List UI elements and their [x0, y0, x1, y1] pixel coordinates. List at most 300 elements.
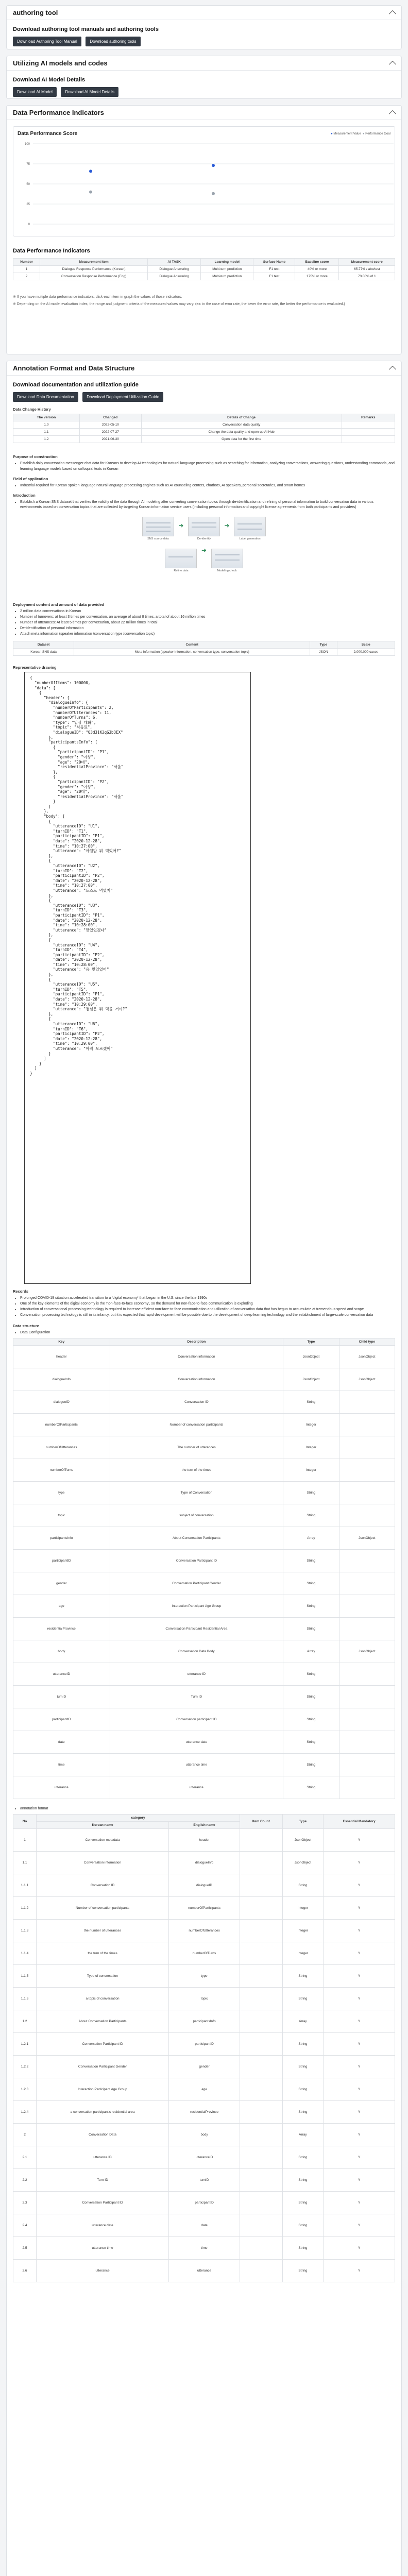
models-title: Utilizing AI models and codes — [13, 59, 108, 67]
table-cell: a conversation participant's residential area — [37, 2100, 169, 2123]
table-cell: Y — [324, 2078, 395, 2100]
annot-row — [13, 1964, 395, 1987]
annot-row — [13, 2146, 395, 2168]
deploy-list — [13, 609, 395, 637]
table-cell: Integer — [283, 1459, 339, 1481]
table-cell: Dialogue Response Performance (Korean) — [40, 266, 147, 273]
history-table — [13, 414, 395, 443]
table-cell: Y — [324, 2236, 395, 2259]
table-cell: String — [282, 1964, 324, 1987]
table-cell: Array — [283, 1640, 339, 1663]
table-cell: JSON — [310, 649, 337, 656]
table-cell: String — [282, 2168, 324, 2191]
legend-goal: Performance Goal — [365, 132, 390, 135]
table-cell: the turn of the times — [37, 1942, 169, 1964]
download-model-details-button[interactable]: Download AI Model Details — [61, 87, 118, 97]
table-cell: Conversation Participant ID — [110, 1549, 283, 1572]
download-guide-button[interactable]: Download Deployment Utilization Guide — [82, 392, 163, 402]
history-row — [13, 429, 395, 436]
table-cell: Conversation ID — [37, 1874, 169, 1896]
config-row — [13, 1753, 395, 1776]
annot-header: No — [13, 1814, 37, 1828]
table-cell: turnID — [13, 1685, 110, 1708]
goal-point[interactable] — [89, 191, 92, 194]
authoring-subtitle: Download authoring tool manuals and authoring tools — [13, 26, 159, 32]
table-cell: Conversation information — [37, 1851, 169, 1874]
table-cell: participantID — [169, 2191, 240, 2214]
deploy-row — [13, 649, 395, 656]
table-header-cell: Baseline score — [295, 259, 339, 266]
chart-legend: ● Measurement Value ● Performance Goal — [331, 132, 390, 135]
config-row — [13, 1663, 395, 1685]
table-cell: Type of Conversation — [110, 1481, 283, 1504]
records-label: Records — [13, 1289, 29, 1294]
perf-row — [13, 273, 395, 280]
collapse-chevron-icon[interactable] — [389, 61, 396, 68]
table-cell: header — [13, 1345, 110, 1368]
table-cell: JsonObject — [283, 1345, 339, 1368]
table-cell — [240, 2055, 282, 2078]
table-cell: participantsInfo — [169, 2010, 240, 2032]
list-item: • Attach meta information (speaker information /conversation type /conversation topic) — [20, 632, 395, 637]
table-cell: Interaction Participant Age Group — [110, 1595, 283, 1617]
authoring-section — [6, 5, 402, 49]
list-item: • 2 million data conversations in Korean — [20, 609, 395, 615]
table-cell: F1 test — [253, 266, 295, 273]
table-cell: numberOfParticipants — [13, 1413, 110, 1436]
table-cell: Y — [324, 2100, 395, 2123]
annot-row — [13, 1896, 395, 1919]
table-cell: Conversation data quality — [141, 421, 342, 429]
table-cell — [339, 1481, 395, 1504]
authoring-title: authoring tool — [13, 9, 58, 16]
table-cell: numberOfParticipants — [169, 1896, 240, 1919]
table-cell — [240, 2032, 282, 2055]
config-row — [13, 1527, 395, 1549]
table-cell: 1.2 — [13, 436, 80, 443]
measurement-point[interactable] — [212, 164, 215, 167]
table-header-cell: Child type — [339, 1338, 395, 1345]
table-cell: String — [283, 1481, 339, 1504]
intro-diagram — [13, 516, 395, 598]
table-cell: 2022-07-27 — [79, 429, 141, 436]
list-item: • Introduction of conversational processing technology is required to increase efficient non-face-to-face communication and utilization of conversation data that has begun to accumulate at tremendous speed and scope — [20, 1307, 395, 1313]
table-cell: JsonObject — [339, 1527, 395, 1549]
table-cell — [240, 2010, 282, 2032]
list-item: • Prolonged COVID-19 situation accelerated transition to a 'digital economy' that began in the U.S. since the late 1990s — [20, 1296, 395, 1301]
table-cell: residentialProvince — [13, 1617, 110, 1640]
table-cell — [240, 1942, 282, 1964]
table-cell: Y — [324, 2191, 395, 2214]
performance-header[interactable] — [7, 106, 401, 120]
table-cell: 1.2.1 — [13, 2032, 37, 2055]
annot-row — [13, 2259, 395, 2282]
table-cell: Array — [282, 2010, 324, 2032]
config-row — [13, 1640, 395, 1663]
diagram-caption: Label generation — [239, 537, 261, 541]
annot-row — [13, 1942, 395, 1964]
table-cell: Turn ID — [37, 2168, 169, 2191]
table-cell: Conversation information — [110, 1345, 283, 1368]
annot-row — [13, 1919, 395, 1942]
config-row — [13, 1436, 395, 1459]
annotation-title: Annotation Format and Data Structure — [13, 364, 135, 372]
table-cell: participantID — [13, 1708, 110, 1731]
annot-header: Type — [282, 1814, 324, 1828]
table-cell: the number of utterances — [37, 1919, 169, 1942]
table-header-cell: Type — [310, 641, 337, 649]
table-cell: Y — [324, 1828, 395, 1851]
collapse-chevron-icon[interactable] — [389, 110, 396, 117]
table-cell: Conversation ID — [110, 1391, 283, 1413]
measurement-point[interactable] — [89, 170, 92, 173]
annot-row — [13, 2191, 395, 2214]
table-cell: Conversation metadata — [37, 1828, 169, 1851]
table-cell: Number of conversation participants — [110, 1413, 283, 1436]
table-cell: String — [282, 1874, 324, 1896]
table-cell: utterance time — [37, 2236, 169, 2259]
table-cell: JsonObject — [339, 1368, 395, 1391]
table-header-cell: Learning model — [201, 259, 253, 266]
y-tick-label: 25 — [26, 203, 30, 206]
config-row — [13, 1595, 395, 1617]
intro-item: • Establish a Korean SNS dataset that verifies the validity of the data through AI modeling after converting conversation topics through de-identification and refining of personal information to build conversation data in various environments based on conversation topics that are collected by targeting Korean information service users (including personal information and copyright license agreements from both participants and providers) — [20, 500, 395, 511]
table-cell: String — [282, 2214, 324, 2236]
table-cell: 2.4 — [13, 2214, 37, 2236]
annot-row — [13, 2100, 395, 2123]
table-cell: Conversation Data Body — [110, 1640, 283, 1663]
annot-header: English name — [169, 1821, 240, 1828]
diagram-caption: SNS source data — [147, 537, 169, 541]
table-cell: String — [283, 1572, 339, 1595]
annot-header: category — [37, 1814, 240, 1821]
download-tools-button[interactable]: Download authoring tools — [86, 37, 140, 46]
diagram-image — [234, 517, 266, 536]
table-cell — [339, 1413, 395, 1436]
table-cell: gender — [169, 2055, 240, 2078]
struct-label: Data structure — [13, 1323, 39, 1328]
table-cell: Number of conversation participants — [37, 1896, 169, 1919]
table-cell — [240, 2259, 282, 2282]
table-cell — [342, 429, 395, 436]
table-cell — [240, 2236, 282, 2259]
table-cell: body — [13, 1640, 110, 1663]
table-cell — [339, 1776, 395, 1799]
table-cell — [240, 1919, 282, 1942]
table-header-cell: AI TASK — [148, 259, 201, 266]
table-cell — [339, 1685, 395, 1708]
table-header-cell: Surface Name — [253, 259, 295, 266]
table-cell: dialogueInfo — [13, 1368, 110, 1391]
table-cell: Change the data quality and open-up AI Hub — [141, 429, 342, 436]
collapse-chevron-icon[interactable] — [389, 10, 396, 18]
table-cell — [339, 1504, 395, 1527]
table-cell — [240, 1828, 282, 1851]
config-table — [13, 1338, 395, 1799]
diagram-image — [165, 549, 197, 568]
table-cell: Conversation Participant ID — [37, 2032, 169, 2055]
annotation-section — [6, 361, 402, 2576]
annot-row — [13, 2078, 395, 2100]
table-cell: String — [283, 1504, 339, 1527]
table-cell: dialogueID — [13, 1391, 110, 1413]
download-doc-button[interactable]: Download Data Documentation — [13, 392, 78, 402]
table-cell: Y — [324, 1896, 395, 1919]
table-cell: 1.1.6 — [13, 1987, 37, 2010]
table-header-cell: Measurement item — [40, 259, 147, 266]
table-cell: participantID — [13, 1549, 110, 1572]
annot-row — [13, 2123, 395, 2146]
table-cell: 40% or more — [295, 266, 339, 273]
intro-label: Introduction — [13, 493, 36, 498]
table-cell: type — [169, 1964, 240, 1987]
field-item: • Industrial-required for Korean spoken language natural language processing engines such as AI counseling centers, chatbots, AI speakers, personal secretaries, and smart homes — [20, 483, 395, 489]
table-cell: String — [282, 1987, 324, 2010]
table-cell: String — [282, 2191, 324, 2214]
table-cell: a topic of conversation — [37, 1987, 169, 2010]
annotation-header[interactable] — [7, 361, 401, 376]
table-cell: 1.2.3 — [13, 2078, 37, 2100]
arrow-right-icon: ➜ — [178, 522, 184, 530]
table-cell: String — [283, 1595, 339, 1617]
table-cell: date — [169, 2214, 240, 2236]
models-header[interactable] — [7, 56, 401, 71]
table-cell: Conversation Participant Gender — [37, 2055, 169, 2078]
table-cell: numberOfTurns — [169, 1942, 240, 1964]
table-cell — [240, 1851, 282, 1874]
table-cell: Open data for the first time — [141, 436, 342, 443]
table-cell: String — [282, 2078, 324, 2100]
table-cell: 2 — [13, 2123, 37, 2146]
table-cell — [339, 1708, 395, 1731]
table-cell: 1.0 — [13, 421, 80, 429]
table-cell: residentialProvince — [169, 2100, 240, 2123]
deploy-table — [13, 641, 395, 656]
config-row — [13, 1572, 395, 1595]
table-cell: utterance — [169, 2259, 240, 2282]
table-cell — [240, 2168, 282, 2191]
table-cell: subject of conversation — [110, 1504, 283, 1527]
table-cell: numberOfUtterances — [13, 1436, 110, 1459]
table-cell: String — [283, 1753, 339, 1776]
annot-row — [13, 2010, 395, 2032]
table-cell — [240, 1874, 282, 1896]
perf-note-1: ※ If you have multiple data performance indicators, click each item in graph the values of those indicators. — [13, 295, 182, 299]
table-header-cell: Content — [74, 641, 310, 649]
config-row — [13, 1549, 395, 1572]
table-cell: Multi-turn prediction — [201, 273, 253, 280]
list-item: • Conversation processing technology is still in its infancy, but it is expected that rapid development will be possible due to the development of deep learning technology and the establishment of large-scale conversation data — [20, 1313, 395, 1318]
table-cell: Y — [324, 2032, 395, 2055]
table-cell: String — [283, 1391, 339, 1413]
diagram-image — [142, 517, 174, 536]
table-cell — [240, 2100, 282, 2123]
table-cell: String — [283, 1731, 339, 1753]
table-cell: Korean SNS data — [13, 649, 74, 656]
table-cell: String — [282, 2100, 324, 2123]
table-cell: the turn of the times — [110, 1459, 283, 1481]
table-cell: 1 — [13, 266, 40, 273]
table-header-cell: Number — [13, 259, 40, 266]
table-cell: Array — [282, 2123, 324, 2146]
annot-row — [13, 1874, 395, 1896]
table-cell: utteranceID — [13, 1663, 110, 1685]
table-cell: topic — [169, 1987, 240, 2010]
table-header-cell: The version — [13, 414, 80, 421]
table-cell — [240, 2078, 282, 2100]
table-cell: Conversation Participant Gender — [110, 1572, 283, 1595]
table-cell: age — [169, 2078, 240, 2100]
table-cell: Type of conversation — [37, 1964, 169, 1987]
table-cell: Integer — [282, 1896, 324, 1919]
perf-table-title: Data Performance Indicators — [13, 248, 90, 254]
diagram-caption: Refine data — [174, 569, 189, 573]
config-row — [13, 1617, 395, 1640]
table-cell: String — [283, 1776, 339, 1799]
table-cell: String — [283, 1708, 339, 1731]
config-row — [13, 1391, 395, 1413]
annot-label: • annotation format — [20, 1806, 395, 1812]
table-cell: 1.1.5 — [13, 1964, 37, 1987]
annot-row — [13, 1828, 395, 1851]
legend-measured: Measurement Value — [333, 132, 361, 135]
config-row — [13, 1731, 395, 1753]
score-title: Data Performance Score — [18, 131, 78, 137]
y-tick-label: 100 — [24, 143, 30, 146]
table-cell: utterance — [110, 1776, 283, 1799]
table-cell — [339, 1753, 395, 1776]
download-model-button[interactable]: Download AI Model — [13, 87, 57, 97]
table-cell: Integer — [283, 1413, 339, 1436]
config-row — [13, 1708, 395, 1731]
config-row — [13, 1368, 395, 1391]
table-cell: String — [283, 1663, 339, 1685]
table-cell — [339, 1595, 395, 1617]
table-header-cell: Key — [13, 1338, 110, 1345]
purpose-label: Purpose of construction — [13, 454, 58, 459]
authoring-header[interactable] — [7, 6, 401, 20]
deploy-label: Deployment content and amount of data provided — [13, 602, 105, 607]
table-cell: dialogueID — [169, 1874, 240, 1896]
table-header-cell: Remarks — [342, 414, 395, 421]
table-cell: 1.1.2 — [13, 1896, 37, 1919]
table-cell: 2022-05-10 — [79, 421, 141, 429]
table-cell: String — [282, 2055, 324, 2078]
table-cell: 2.6 — [13, 2259, 37, 2282]
table-cell — [342, 421, 395, 429]
table-header-cell: Changed — [79, 414, 141, 421]
history-label: Data Change History — [13, 407, 51, 412]
table-cell: header — [169, 1828, 240, 1851]
table-cell: About Conversation Participants — [37, 2010, 169, 2032]
annot-table — [13, 1814, 395, 2282]
table-cell: 1.1 — [13, 1851, 37, 1874]
table-cell: utterance date — [37, 2214, 169, 2236]
table-cell: String — [283, 1685, 339, 1708]
annot-row — [13, 1851, 395, 1874]
history-row — [13, 436, 395, 443]
table-cell: JsonObject — [282, 1851, 324, 1874]
annot-header: Item Count — [240, 1814, 282, 1828]
annotation-subtitle: Download documentation and utilization guide — [13, 382, 139, 388]
table-cell — [240, 1896, 282, 1919]
table-cell: Conversation Response Performance (Eng) — [40, 273, 147, 280]
table-cell: Conversation information — [110, 1368, 283, 1391]
table-cell — [342, 436, 395, 443]
config-row — [13, 1504, 395, 1527]
config-label: • Data Configuration — [20, 1330, 395, 1336]
table-cell: Y — [324, 1874, 395, 1896]
table-cell: utterance date — [110, 1731, 283, 1753]
config-row — [13, 1481, 395, 1504]
table-cell — [339, 1572, 395, 1595]
table-cell: body — [169, 2123, 240, 2146]
table-cell: Y — [324, 2259, 395, 2282]
perf-table — [13, 258, 395, 280]
y-tick-label: 75 — [26, 163, 30, 166]
table-cell — [240, 1964, 282, 1987]
collapse-chevron-icon[interactable] — [389, 366, 396, 373]
table-cell: participantsInfo — [13, 1527, 110, 1549]
rep-label: Representative drawing — [13, 665, 57, 670]
list-item: • De-identification of personal information — [20, 626, 395, 632]
table-cell: 2.1 — [13, 2146, 37, 2168]
table-cell: Y — [324, 1851, 395, 1874]
table-cell: Conversation Participant ID — [37, 2191, 169, 2214]
download-manual-button[interactable]: Download Authoring Tool Manual — [13, 37, 81, 46]
diagram-caption: De-identify — [197, 537, 211, 541]
table-cell: utterance time — [110, 1753, 283, 1776]
table-cell: String — [282, 2259, 324, 2282]
models-subtitle: Download AI Model Details — [13, 77, 86, 83]
table-cell: 1.1.4 — [13, 1942, 37, 1964]
annot-header: Essential Mandatory — [324, 1814, 395, 1828]
table-cell: JsonObject — [282, 1828, 324, 1851]
annot-header: Korean name — [37, 1821, 169, 1828]
table-cell: F1 test — [253, 273, 295, 280]
table-header-cell: Scale — [337, 641, 395, 649]
table-cell: time — [13, 1753, 110, 1776]
table-cell: Y — [324, 2214, 395, 2236]
purpose-item: • Establish daily conversation messenger chat data for Koreans to develop AI technologies for natural language processing such as searching for information, analyzing conversations, answering questions, understanding commands, and learning language models based on colloquial texts in Korean — [20, 461, 395, 472]
table-cell: 2.2 — [13, 2168, 37, 2191]
config-row — [13, 1413, 395, 1436]
goal-point[interactable] — [212, 192, 215, 195]
table-header-cell: Details of Change — [141, 414, 342, 421]
config-row — [13, 1345, 395, 1368]
table-cell: Integer — [283, 1436, 339, 1459]
table-cell: Integer — [282, 1942, 324, 1964]
table-cell: 2021-06-30 — [79, 436, 141, 443]
json-sample: { "numberOfItems": 100000, "data": [ { "header": { "dialogueInfo": { "numberOfParticipants": 2, "numberOfUtterances": 11, "numberOfTurns": 6, "type": "일상 대화", "topic": "식음료", "dialogueID": "Q3d31K2qG3b3EX" }, "participantsInfo": [ { "participantID": "P1", "gender": "여성", "age": "20대", "residentialProvince": "서울" }, { "participantID": "P2", "gender": "여성", "age": "20대", "residentialProvince": "서울" } ] }, "body": [ { "utteranceID": "U1", "turnID": "T1", "participantID": "P1", "date": "2020-12-28", "time": "10:27:00", "utterance": "아침밥 뭐 먹었어?" }, { "utteranceID": "U2", "turnID": "T2", "participantID": "P2", "date": "2020-12-28", "time": "10:27:00", "utterance": "토스트 먹었지" }, { "utteranceID": "U3", "turnID": "T3", "participantID": "P1", "date": "2020-12-28", "time": "10:28:00", "utterance": "맛있었겠다" }, { "utteranceID": "U4", "turnID": "T4", "participantID": "P2", "date": "2020-12-28", "time": "10:28:00", "utterance": "응 맛있었어" }, { "utteranceID": "U5", "turnID": "T5", "participantID": "P1", "date": "2020-12-28", "time": "10:29:00", "utterance": "점심은 뭐 먹을 거야?" }, { "utteranceID": "U6", "turnID": "T6", "participantID": "P2", "date": "2020-12-28", "time": "10:29:00", "utterance": "아직 모르겠어" } ] } ] } — [24, 672, 251, 1284]
table-cell: JsonObject — [339, 1640, 395, 1663]
table-cell: About Conversation Participants — [110, 1527, 283, 1549]
table-cell: 175% or more — [295, 273, 339, 280]
config-row — [13, 1459, 395, 1481]
table-cell: Y — [324, 2055, 395, 2078]
table-cell: 2 — [13, 273, 40, 280]
table-cell: Conversation participant ID — [110, 1708, 283, 1731]
annot-row — [13, 2236, 395, 2259]
table-cell: Conversation Participant Residential Area — [110, 1617, 283, 1640]
table-cell — [339, 1617, 395, 1640]
table-cell: Y — [324, 1919, 395, 1942]
diagram-image — [211, 549, 243, 568]
table-cell: Multi-turn prediction — [201, 266, 253, 273]
table-cell: numberOfTurns — [13, 1459, 110, 1481]
table-cell — [339, 1436, 395, 1459]
table-cell: topic — [13, 1504, 110, 1527]
